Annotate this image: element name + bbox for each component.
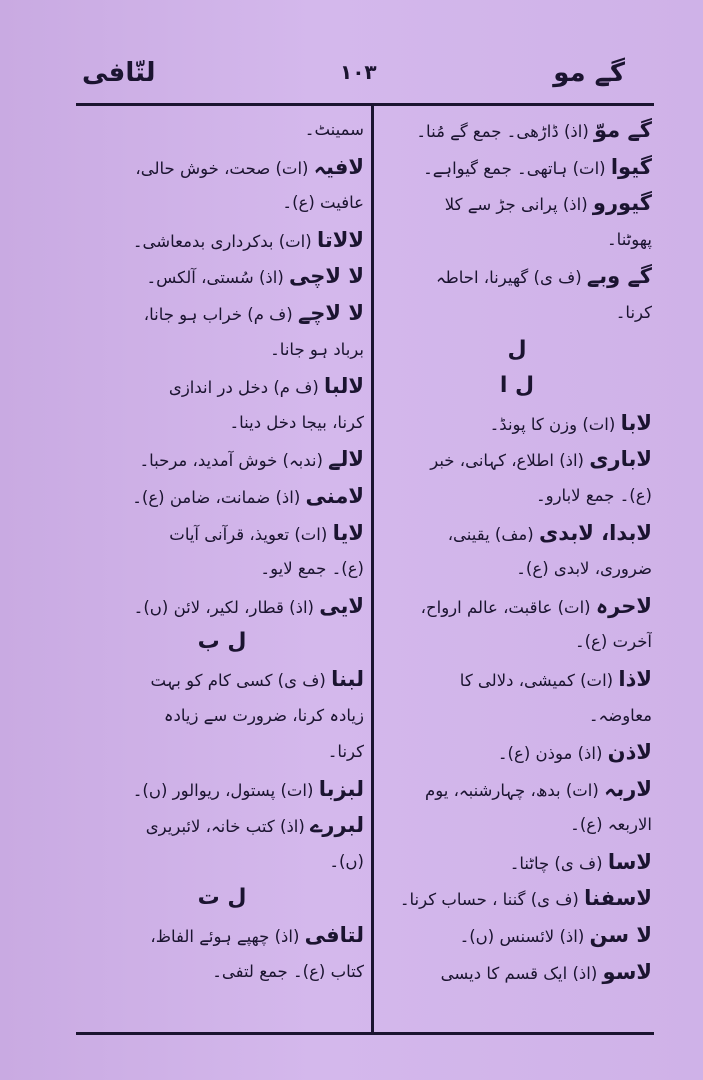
definition-text: (ف ی) کسی کام کو بہت: [150, 670, 332, 690]
dictionary-entry-line: [80, 661, 364, 698]
headword: لا لاچے: [297, 300, 364, 325]
dictionary-entry-line: [382, 771, 652, 808]
headword: لتافی: [304, 923, 364, 948]
dictionary-entry-line: [382, 661, 652, 698]
headword: لابدا، لابدی: [538, 520, 652, 545]
headword: لبزبا: [318, 776, 364, 801]
dictionary-entry-line: [382, 441, 652, 478]
dictionary-entry-line: [382, 698, 652, 735]
dictionary-entry-line: [80, 771, 364, 808]
headword: لابا: [620, 410, 652, 435]
headword: لبررے: [310, 813, 364, 838]
headword: لاذن: [607, 740, 652, 765]
dictionary-entry-line: [382, 295, 652, 332]
definition-text: معاوضہ۔: [588, 705, 652, 725]
headword: لالبا: [324, 374, 364, 399]
dictionary-entry-line: [382, 880, 652, 917]
definition-text: (اذ) سُستی، آلکس۔: [146, 268, 290, 288]
headword: لاسفنا: [584, 886, 652, 911]
dictionary-entry-line: [80, 478, 364, 515]
section-heading: ل ا: [499, 373, 535, 399]
definition-text: (ف م) خراب ہو جانا،: [143, 304, 298, 324]
definition-text: الاربعہ (ع)۔: [570, 815, 652, 835]
definition-text: کتاب (ع)۔ جمع لتفی۔: [212, 961, 364, 981]
definition-text: (ات) عاقبت، عالم ارواح،: [420, 597, 596, 617]
dictionary-entry-line: [382, 917, 652, 954]
dictionary-entry-line: [80, 844, 364, 881]
headword: لا سن: [589, 923, 652, 948]
definition-text: (اذ) ضمانت، ضامن (ع)۔: [132, 487, 306, 507]
dictionary-entry-line: [80, 917, 364, 954]
headword: لالے: [328, 447, 364, 472]
definition-text: (اذ) موذن (ع)۔: [497, 744, 608, 764]
definition-text: کرنا، بیجا دخل دینا۔: [229, 412, 364, 432]
section-heading: ل ت: [197, 885, 247, 911]
dictionary-entry-line: [80, 295, 364, 332]
definition-text: (ع)۔ جمع لابارو۔: [535, 485, 652, 505]
headword: لا لاچی: [289, 264, 364, 289]
dictionary-entry-line: [80, 734, 364, 771]
definition-text: (ف ی) چاٹنا۔: [509, 853, 608, 873]
definition-text: کرنا۔: [327, 742, 364, 762]
headword: لایا: [332, 520, 364, 545]
dictionary-entry-line: [80, 698, 364, 735]
dictionary-entry-line: [382, 478, 652, 515]
header-guide-word-left: لتّافی: [82, 58, 156, 88]
definition-text: (ں)۔: [329, 851, 364, 871]
dictionary-entry-line: [382, 954, 652, 991]
definition-text: سمینٹ۔: [304, 120, 364, 139]
definition-text: (اذ) ڈاڑھی۔ جمع گے مُنا۔: [416, 122, 594, 141]
definition-text: (ات) صحت، خوش حالی،: [135, 158, 314, 178]
dictionary-entry-line: [382, 112, 652, 149]
definition-text: برباد ہو جانا۔: [270, 339, 364, 359]
headword: لاسا: [607, 849, 652, 874]
dictionary-entry-line: [382, 258, 652, 295]
dictionary-entry-line: [80, 588, 364, 625]
definition-text: (ف م) دخل در اندازی: [168, 378, 325, 398]
definition-text: (مف) یقینی،: [447, 524, 539, 544]
definition-text: (ات) ہاتھی۔ جمع گیواہے۔: [423, 158, 611, 178]
definition-text: عافیت (ع)۔: [282, 193, 364, 213]
definition-text: (اذ) کتب خانہ، لائبریری: [145, 817, 311, 837]
dictionary-entry-line: [80, 112, 364, 149]
dictionary-entry-line: [382, 588, 652, 625]
headword: لاباری: [589, 447, 652, 472]
dictionary-entry-line: [80, 222, 364, 259]
definition-text: (ات) بدھ، چہارشنبہ، یوم: [425, 780, 605, 800]
dictionary-entry-line: [80, 954, 364, 991]
headword: لافیہ: [313, 154, 364, 179]
definition-text: آخرت (ع)۔: [574, 632, 652, 652]
dictionary-entry-line: [80, 441, 364, 478]
dictionary-entry-line: [382, 807, 652, 844]
definition-text: (ات) وزن کا پونڈ۔: [489, 414, 621, 434]
definition-text: (اذ) لائسنس (ں)۔: [459, 927, 590, 947]
definition-text: کرنا۔: [615, 302, 652, 322]
headword: لایی: [319, 593, 364, 618]
definition-text: (اذ) پرانی جڑ سے کلا: [444, 195, 593, 215]
dictionary-entry-line: [80, 807, 364, 844]
dictionary-entry-line: [80, 551, 364, 588]
definition-text: (اذ) قطار، لکیر، لائن (ں)۔: [133, 597, 320, 617]
right-column: [382, 112, 652, 990]
headword: لاسو: [602, 959, 652, 984]
headword: لالاتا: [316, 227, 364, 252]
definition-text: (ات) تعویذ، قرآنی آیات: [169, 524, 333, 544]
column-divider: [371, 104, 374, 1034]
headword: گیورو: [592, 191, 652, 216]
section-heading: ل: [507, 336, 527, 362]
page-number: ۱۰۳: [340, 60, 377, 84]
left-column: [80, 112, 364, 990]
headword: لبنا: [331, 666, 364, 691]
dictionary-entry-line: [80, 405, 364, 442]
dictionary-entry-line: [382, 405, 652, 442]
headword: لاربہ: [604, 776, 652, 801]
headword: لاحرہ: [595, 593, 652, 618]
header-guide-word-right: گے مو: [553, 58, 625, 88]
definition-text: (ف ی) گننا ، حساب کرنا۔: [399, 890, 585, 910]
definition-text: (ع)۔ جمع لایو۔: [260, 559, 364, 579]
dictionary-entry-line: [382, 551, 652, 588]
definition-text: (اذ) ایک قسم کا دیسی: [440, 963, 603, 983]
definition-text: (ات) پستول، ریوالور (ں)۔: [132, 780, 319, 800]
footer-rule: [76, 1032, 654, 1035]
dictionary-entry-line: [382, 149, 652, 186]
dictionary-entry-line: [382, 624, 652, 661]
dictionary-entry-line: [80, 258, 364, 295]
dictionary-entry-line: [80, 149, 364, 186]
headword: گے موّ: [594, 118, 652, 142]
dictionary-entry-line: [80, 515, 364, 552]
headword: لامنی: [305, 483, 364, 508]
dictionary-entry-line: [382, 844, 652, 881]
dictionary-entry-line: [80, 368, 364, 405]
definition-text: ضروری، لابدی (ع)۔: [516, 559, 652, 579]
definition-text: (ات) کمیشی، دلالی کا: [459, 670, 619, 690]
definition-text: (ات) بدکرداری بدمعاشی۔: [132, 231, 317, 251]
definition-text: (اذ) چھپے ہوئے الفاظ،: [150, 927, 305, 947]
dictionary-entry-line: [80, 332, 364, 369]
definition-text: (ف ی) گھیرنا، احاطہ: [435, 268, 587, 288]
headword: گے وبے: [586, 264, 652, 289]
dictionary-entry-line: [382, 734, 652, 771]
headword: لاذا: [618, 666, 652, 691]
definition-text: پھوٹنا۔: [607, 229, 652, 249]
dictionary-entry-line: [80, 185, 364, 222]
headword: گیوا: [610, 154, 652, 179]
dictionary-entry-line: [382, 222, 652, 259]
section-heading: ل ب: [197, 629, 247, 655]
definition-text: (اذ) اطلاع، کہانی، خبر: [430, 451, 590, 471]
definition-text: زیادہ کرنا، ضرورت سے زیادہ: [163, 705, 364, 725]
dictionary-entry-line: [382, 185, 652, 222]
header-rule: [76, 103, 654, 106]
dictionary-entry-line: [382, 515, 652, 552]
definition-text: (ندبہ) خوش آمدید، مرحبا۔: [139, 451, 329, 471]
